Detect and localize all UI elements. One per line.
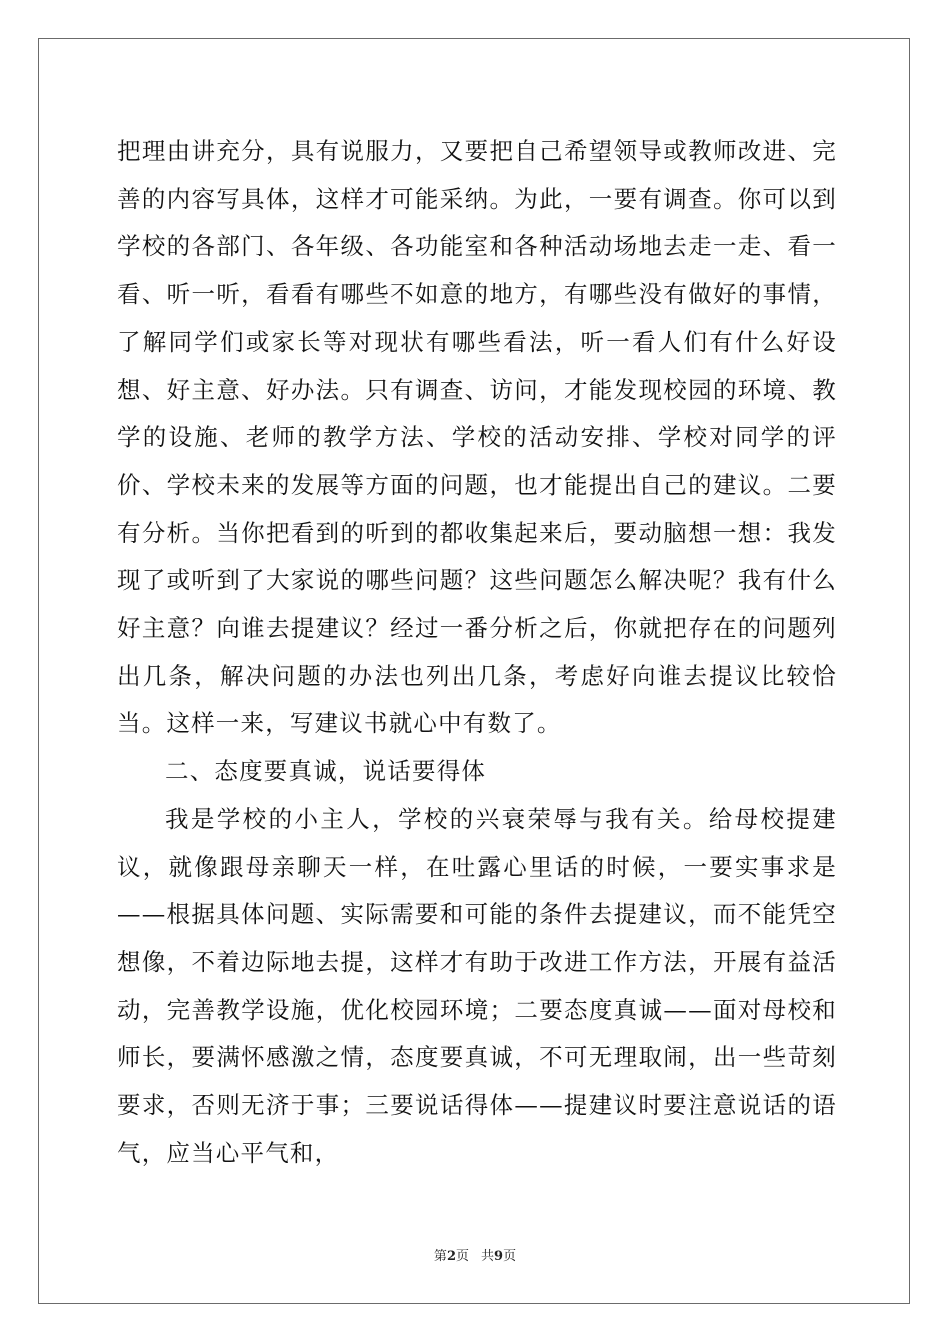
document-body (117, 128, 837, 1177)
page-footer (0, 1245, 950, 1264)
total-pages: 9 (494, 1249, 504, 1264)
section-heading: 二、态度要真诚，说话要得体 (165, 757, 487, 786)
total-suffix: 页 (503, 1249, 517, 1264)
page-prefix: 第 (433, 1249, 447, 1264)
page-number: 2 (446, 1249, 456, 1264)
paragraph-1: 把理由讲充分，具有说服力，又要把自己希望领导或教师改进、完善的内容写具体，这样才可能采纳。为此，一要有调查。你可以到学校的各部门、各年级、各功能室和各种活动场地去走一走、看一看、听一听，看看有哪些不如意的地方，有哪些没有做好的事情，了解同学们或家长等对现状有哪些看法，听一看人们有什么好设想、好主意、好办法。只有调查、访问，才能发现校园的环境、教学的设施、老师的教学方法、学校的活动安排、学校对同学的评价、学校未来的发展等方面的问题，也才能提出自己的建议。二要有分析。当你把看到的听到的都收集起来后，要动脑想一想：我发现了或听到了大家说的哪些问题？这些问题怎么解决呢？我有什么好主意？向谁去提建议？经过一番分析之后，你就把存在的问题列出几条，解决问题的办法也列出几条，考虑好向谁去提议比较恰当。这样一来，写建议书就心中有数了。 (117, 137, 837, 738)
total-prefix: 共 (481, 1249, 495, 1264)
paragraph-2: 我是学校的小主人，学校的兴衰荣辱与我有关。给母校提建议，就像跟母亲聊天一样，在吐露心里话的时候，一要实事求是——根据具体问题、实际需要和可能的条件去提建议，而不能凭空想像，不着边际地去提，这样才有助于改进工作方法，开展有益活动，完善教学设施，优化校园环境；二要态度真诚——面对母校和师长，要满怀感激之情，态度要真诚，不可无理取闹，出一些苛刻要求，否则无济于事；三要说话得体——提建议时要注意说话的语气，应当心平气和， (117, 804, 837, 1167)
page-suffix: 页 (455, 1249, 469, 1264)
